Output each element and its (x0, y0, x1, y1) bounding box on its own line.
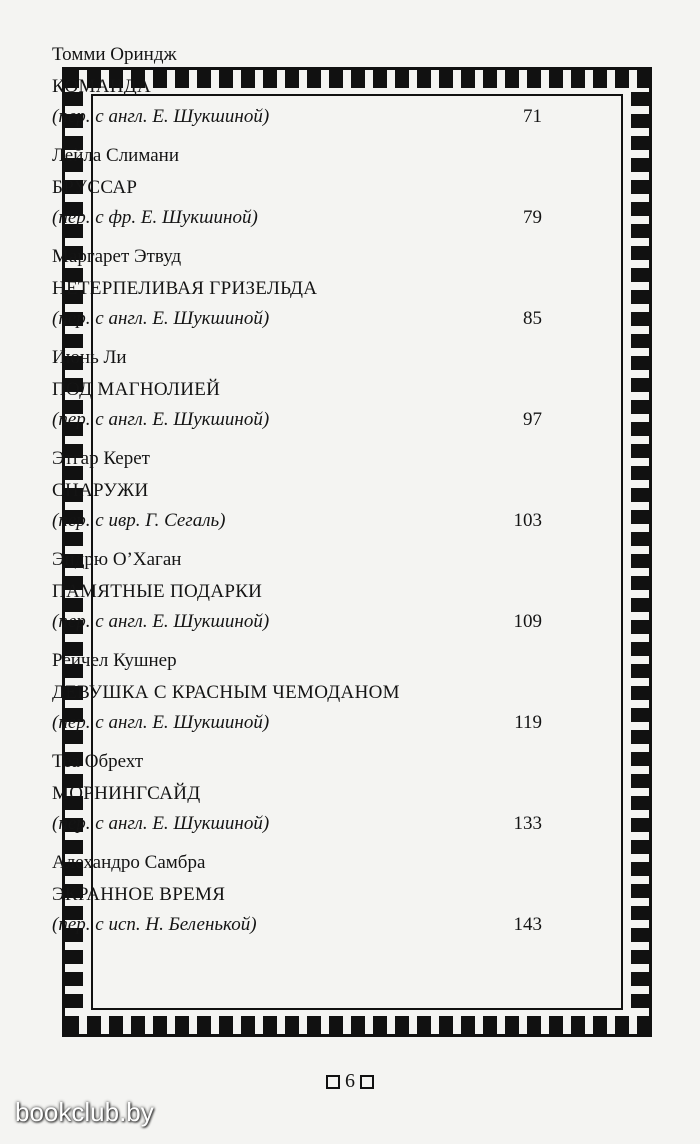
entry-page-number: 119 (514, 712, 542, 733)
entry-author: Томми Ориндж (52, 44, 177, 65)
toc-entry (52, 347, 542, 448)
entry-page-number: 79 (523, 207, 542, 228)
entry-title: БРУССАР (52, 177, 138, 198)
entry-title: ПОД МАГНОЛИЕЙ (52, 379, 221, 400)
entry-author: Рейчел Кушнер (52, 650, 177, 671)
page-number: 6 (345, 1070, 355, 1092)
entry-page-number: 109 (513, 611, 542, 632)
square-ornament-icon (326, 1075, 340, 1089)
entry-author: Алехандро Самбра (52, 852, 206, 873)
entry-translator: (пер. с англ. Е. Шукшиной) (52, 106, 270, 127)
entry-page-number: 133 (513, 813, 542, 834)
entry-translator: (пер. с англ. Е. Шукшиной) (52, 611, 270, 632)
entry-title: КОМАНДА (52, 76, 152, 97)
entry-translator: (пер. с исп. Н. Беленькой) (52, 914, 257, 935)
table-of-contents (52, 44, 542, 953)
entry-title: ЭКРАННОЕ ВРЕМЯ (52, 884, 226, 905)
entry-author: Лейла Слимани (52, 145, 180, 166)
entry-title: СНАРУЖИ (52, 480, 149, 501)
entry-title: ПАМЯТНЫЕ ПОДАРКИ (52, 581, 263, 602)
toc-entry (52, 751, 542, 852)
entry-page-number: 143 (513, 914, 542, 935)
toc-entry (52, 650, 542, 751)
entry-title: НЕТЕРПЕЛИВАЯ ГРИЗЕЛЬДА (52, 278, 318, 299)
entry-translator: (пер. с ивр. Г. Сегаль) (52, 510, 226, 531)
entry-translator: (пер. с англ. Е. Шукшиной) (52, 308, 270, 329)
toc-entry (52, 44, 542, 145)
entry-author: Этгар Керет (52, 448, 150, 469)
entry-page-number: 103 (513, 510, 542, 531)
entry-translator: (пер. с англ. Е. Шукшиной) (52, 409, 270, 430)
page-number-footer (0, 1070, 700, 1093)
entry-page-number: 97 (523, 409, 542, 430)
toc-entry (52, 448, 542, 549)
toc-entry (52, 246, 542, 347)
entry-title: ДЕВУШКА С КРАСНЫМ ЧЕМОДАНОМ (52, 682, 400, 703)
entry-author: Маргарет Этвуд (52, 246, 182, 267)
entry-author: Эндрю О’Хаган (52, 549, 182, 570)
entry-page-number: 71 (523, 106, 542, 127)
entry-translator: (пер. с англ. Е. Шукшиной) (52, 813, 270, 834)
toc-entry (52, 549, 542, 650)
entry-title: МОРНИНГСАЙД (52, 783, 201, 804)
toc-entry (52, 852, 542, 953)
entry-author: Июнь Ли (52, 347, 127, 368)
entry-page-number: 85 (523, 308, 542, 329)
entry-author: Теа Обрехт (52, 751, 144, 772)
square-ornament-icon (360, 1075, 374, 1089)
entry-translator: (пер. с фр. Е. Шукшиной) (52, 207, 258, 228)
watermark: bookclub.by (15, 1097, 154, 1127)
toc-entry (52, 145, 542, 246)
entry-translator: (пер. с англ. Е. Шукшиной) (52, 712, 270, 733)
